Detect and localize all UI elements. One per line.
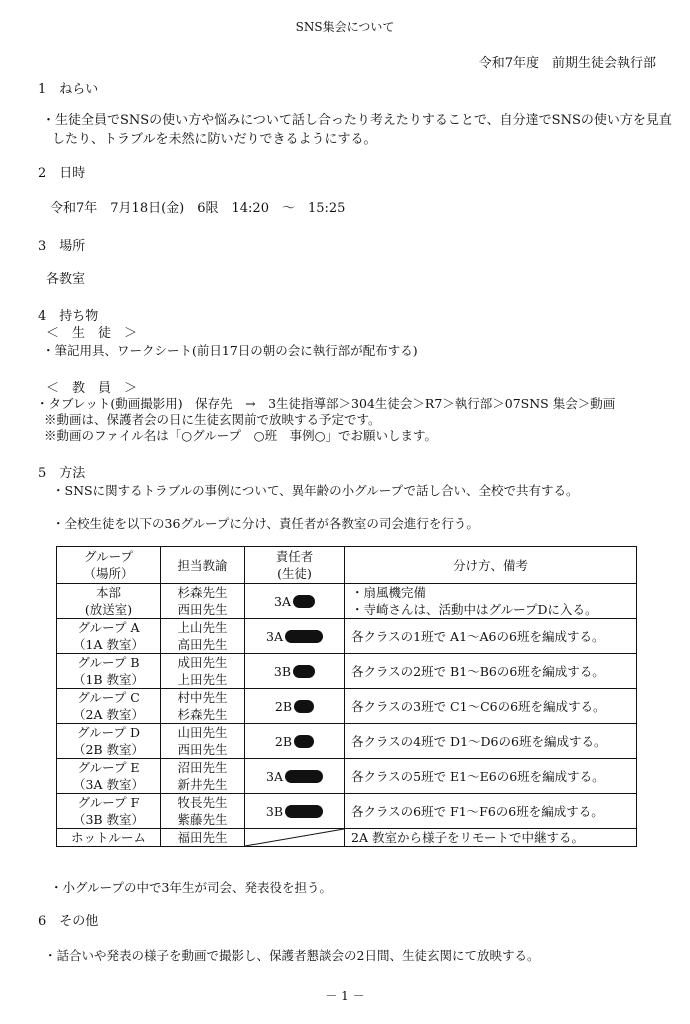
header-notes: 分け方、備考 [345,547,637,584]
students-text: ・筆記用具、ワークシート(前日17日の朝の会に執行部が配布する) [42,343,418,358]
notes-cell: 各クラスの4班で D1～D6の6班を編成する。 [345,724,637,759]
group-cell: グループ D （2B 教室） [57,724,161,759]
teacher-cell: 福田先生 [161,829,245,847]
notes-cell: 各クラスの3班で C1～C6の6班を編成する。 [345,689,637,724]
other-text: ・話合いや発表の様子を動画で撮影し、保護者懇談会の2日間、生徒玄関にて放映する。 [44,948,540,963]
teachers-line-1: ・タブレット(動画撮影用) 保存先 → 3生徒指導部＞304生徒会＞R7＞執行部＞07SNS 集会＞動画 [36,396,616,411]
header-teacher: 担当教諭 [161,547,245,584]
header-group: グループ （場所） [57,547,161,584]
table-row [57,654,637,689]
teachers-line-3: ※動画のファイル名は「○グループ ○班 事例○」でお願いします。 [44,428,437,443]
students-label: ＜ 生 徒 ＞ [46,326,138,341]
method-line-1: ・SNSに関するトラブルの事例について、異年齢の小グループで話し合い、全校で共有する。 [52,483,579,498]
notes-cell: 各クラスの5班で E1～E6の6班を編成する。 [345,759,637,794]
table-row [57,759,637,794]
header-leader: 責任者 (生徒) [245,547,345,584]
leader-cell: 3A [245,759,345,794]
teacher-cell: 山田先生 西田先生 [161,724,245,759]
group-cell: 本部 (放送室) [57,584,161,619]
method-line-2: ・全校生徒を以下の36グループに分け、責任者が各教室の司会進行を行う。 [52,516,479,531]
redaction-mark [294,700,314,713]
teacher-cell: 杉森先生 西田先生 [161,584,245,619]
leader-cell-empty [245,829,345,847]
leader-cell: 2B [245,724,345,759]
teachers-line-2: ※動画は、保護者会の日に生徒玄関前で放映する予定です。 [44,412,381,427]
table-row [57,689,637,724]
group-cell: グループ F （3B 教室） [57,794,161,829]
place-text: 各教室 [46,272,86,287]
leader-cell: 3B [245,654,345,689]
redaction-mark [294,735,314,748]
group-cell: ホットルーム [57,829,161,847]
notes-cell: 各クラスの6班で F1～F6の6班を編成する。 [345,794,637,829]
group-cell: グループ E （3A 教室） [57,759,161,794]
group-table [56,546,637,847]
leader-cell: 2B [245,689,345,724]
section-other-heading: 6 その他 [38,914,99,929]
table-header-row [57,547,637,584]
aim-line-2: したり、トラブルを未然に防いだりできるようにする。 [52,132,377,147]
redaction-mark [285,805,323,818]
leader-cell: 3B [245,794,345,829]
teacher-cell: 牧長先生 紫藤先生 [161,794,245,829]
section-method-heading: 5 方法 [38,466,86,481]
notes-cell: 各クラスの1班で A1～A6の6班を編成する。 [345,619,637,654]
teacher-cell: 沼田先生 新井先生 [161,759,245,794]
table-row [57,724,637,759]
leader-cell: 3A [245,619,345,654]
aim-line-1: ・生徒全員でSNSの使い方や悩みについて話し合ったり考えたりすることで、自分達でSNSの使い方を見直 [42,113,672,128]
redaction-mark [293,665,315,678]
teacher-cell: 村中先生 杉森先生 [161,689,245,724]
table-row [57,829,637,847]
diagonal-slash [245,829,344,846]
group-cell: グループ C （2A 教室） [57,689,161,724]
datetime-text: 令和7年 7月18日(金) 6限 14:20 ～ 15:25 [50,201,346,216]
group-cell: グループ B （1B 教室） [57,654,161,689]
redaction-mark [285,770,323,783]
page-number: － 1 － [325,989,365,1003]
table-row [57,584,637,619]
teachers-label: ＜ 教 員 ＞ [46,381,138,396]
notes-cell: 各クラスの2班で B1～B6の6班を編成する。 [345,654,637,689]
table-row [57,794,637,829]
notes-cell: 2A 教室から様子をリモートで中継する。 [345,829,637,847]
organizer: 令和7年度 前期生徒会執行部 [478,56,656,71]
table-row [57,619,637,654]
redaction-mark [285,630,323,643]
notes-cell: ・扇風機完備 ・寺崎さんは、活動中はグループDに入る。 [345,584,637,619]
teacher-cell: 上山先生 高田先生 [161,619,245,654]
document-title: SNS集会について [295,20,395,34]
section-datetime-heading: 2 日時 [38,166,86,181]
section-items-heading: 4 持ち物 [38,309,99,324]
leader-cell: 3A [245,584,345,619]
method-after-table: ・小グループの中で3年生が司会、発表役を担う。 [50,880,332,895]
section-place-heading: 3 場所 [38,239,86,254]
section-aim-heading: 1 ねらい [38,82,99,97]
group-cell: グループ A （1A 教室） [57,619,161,654]
redaction-mark [293,595,315,608]
teacher-cell: 成田先生 上田先生 [161,654,245,689]
